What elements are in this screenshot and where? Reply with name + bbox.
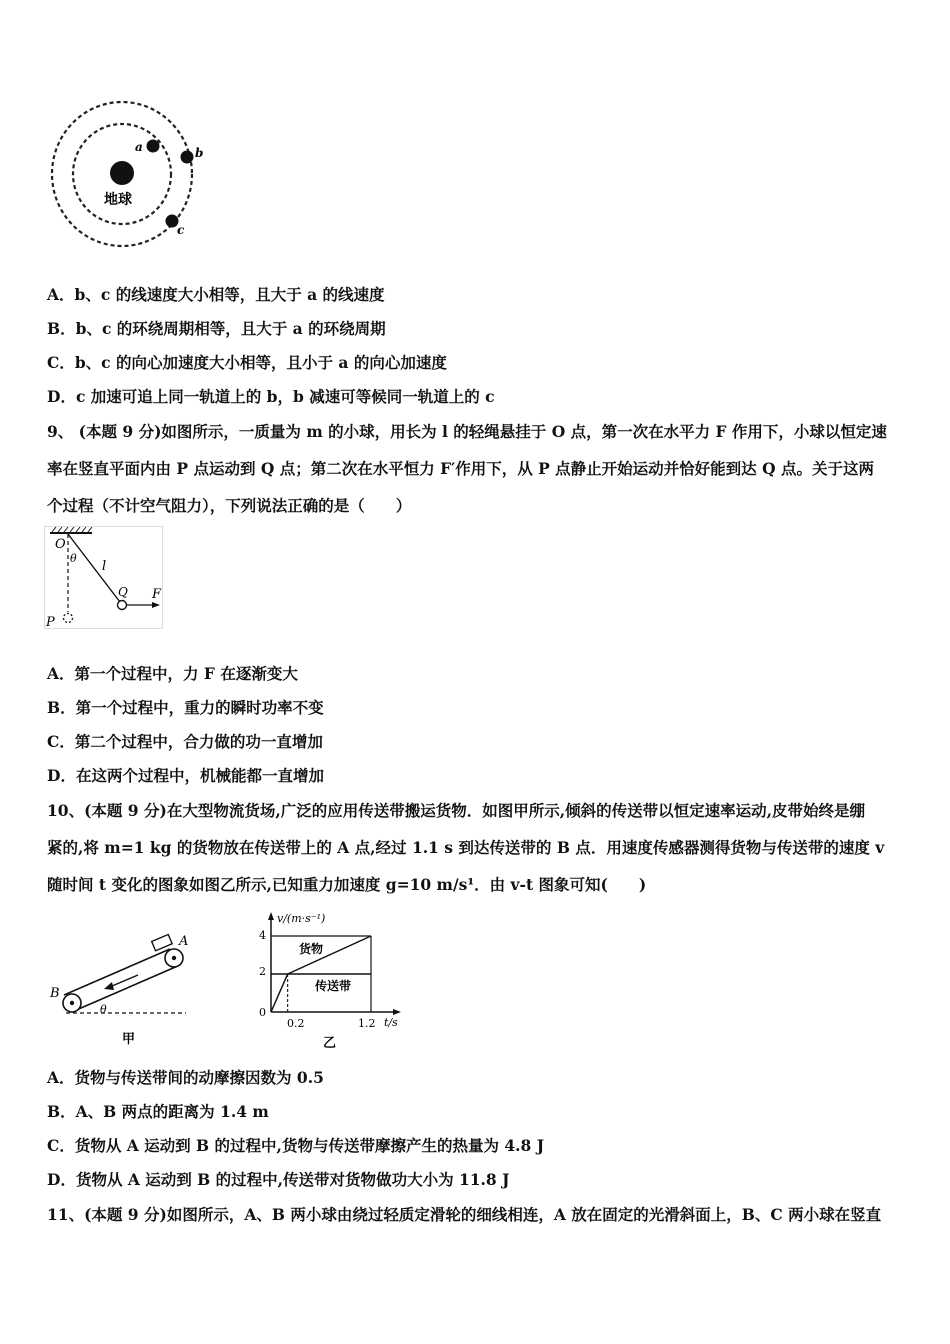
option-letter: C．: [47, 1136, 75, 1155]
q8-option-d: [47, 387, 495, 407]
vt-graph: [255, 910, 415, 1055]
label-P: P: [46, 615, 55, 630]
option-letter: A．: [47, 664, 75, 683]
y-tick-4: 4: [259, 929, 266, 942]
x-tick-1-2: 1.2: [358, 1017, 376, 1030]
q9-option-a: [47, 664, 298, 684]
option-letter: D．: [47, 766, 76, 785]
option-text: 第二个过程中，合力做的功一直增加: [74, 732, 323, 751]
y-tick-0: 0: [259, 1006, 266, 1019]
option-letter: B．: [47, 698, 76, 717]
label-F: F: [152, 587, 162, 602]
y-tick-2: 2: [259, 965, 266, 978]
option-letter: C．: [47, 353, 75, 372]
label-O: O: [55, 537, 66, 552]
option-text: c 加速可追上同一轨道上的 b，b 减速可等候同一轨道上的 c: [75, 387, 495, 406]
satellite-a: [147, 140, 160, 153]
option-text: A、B 两点的距离为 1.4 m: [75, 1102, 269, 1121]
q10-stem-line-1: 10、(本题 9 分)在大型物流货场,广泛的应用传送带搬运货物．如图甲所示,倾斜的传送带以恒定速率运动,皮带始终是绷: [47, 801, 866, 820]
ball-P: [64, 614, 73, 623]
goods-velocity-segment: [271, 974, 288, 1012]
belt-top: [64, 949, 170, 995]
option-letter: A．: [47, 285, 75, 304]
option-text: 货物从 A 运动到 B 的过程中,货物与传送带摩擦产生的热量为 4.8 J: [74, 1136, 545, 1155]
option-text: 第一个过程中，力 F 在逐渐变大: [74, 664, 298, 683]
option-text: 货物从 A 运动到 B 的过程中,传送带对货物做功大小为 11.8 J: [75, 1170, 510, 1189]
x-axis-label: t/s: [384, 1016, 398, 1029]
conveyor-figure: [46, 925, 196, 1050]
label-A: A: [179, 934, 189, 949]
label-c: c: [177, 223, 185, 237]
option-letter: C．: [47, 732, 75, 751]
option-letter: B．: [47, 1102, 76, 1121]
option-text: 第一个过程中，重力的瞬时功率不变: [75, 698, 324, 717]
label-goods: 货物: [299, 942, 324, 956]
q8-option-c: [47, 353, 447, 373]
q8-option-b: [47, 319, 386, 339]
q9-option-d: [47, 766, 324, 786]
q8-option-a: [47, 285, 385, 305]
string: [68, 534, 120, 602]
satellite-b: [181, 151, 194, 164]
q10-stem-line-3: 随时间 t 变化的图象如图乙所示,已知重力加速度 g=10 m/s¹．由 v-t 图象可知( ): [47, 875, 647, 894]
label-belt: 传送带: [315, 979, 352, 993]
option-text: b、c 的线速度大小相等，且大于 a 的线速度: [74, 285, 385, 304]
option-letter: B．: [47, 319, 76, 338]
orbit-figure: [40, 90, 220, 260]
option-text: 在这两个过程中，机械能都一直增加: [75, 766, 324, 785]
label-b: b: [195, 146, 204, 160]
option-letter: D．: [47, 1170, 76, 1189]
y-axis-label: v/(m·s⁻¹): [277, 912, 326, 925]
label-B: B: [50, 986, 60, 1001]
q10-stem-line-2: 紧的,将 m=1 kg 的货物放在传送带上的 A 点,经过 1.1 s 到达传送带的 B 点．用速度传感器测得货物与传送带的速度 v: [47, 838, 885, 857]
label-a: a: [135, 140, 143, 154]
q10-option-b: [47, 1102, 269, 1122]
q10-option-a: [47, 1068, 324, 1088]
option-letter: A．: [47, 1068, 75, 1087]
label-theta: θ: [100, 1003, 107, 1016]
x-tick-0-2: 0.2: [287, 1017, 305, 1030]
option-text: b、c 的向心加速度大小相等，且小于 a 的向心加速度: [74, 353, 447, 372]
q9-stem-line-3: 个过程（不计空气阻力），下列说法正确的是（ ）: [47, 496, 412, 515]
q10-option-d: [47, 1170, 509, 1190]
caption-yi: 乙: [323, 1036, 337, 1051]
belt-bottom: [74, 965, 180, 1011]
pendulum-figure: [44, 526, 169, 632]
earth-label: 地球: [104, 192, 132, 208]
option-letter: D．: [47, 387, 76, 406]
option-text: b、c 的环绕周期相等，且大于 a 的环绕周期: [75, 319, 386, 338]
q9-option-b: [47, 698, 324, 718]
option-text: 货物与传送带间的动摩擦因数为 0.5: [74, 1068, 324, 1087]
earth: [110, 161, 134, 185]
cargo-box: [152, 935, 172, 951]
q9-stem-line-1: 9、 (本题 9 分)如图所示，一质量为 m 的小球，用长为 l 的轻绳悬挂于 O 点，第一次在水平力 F 作用下，小球以恒定速: [47, 422, 887, 441]
label-Q: Q: [118, 585, 128, 599]
label-theta: θ: [70, 552, 77, 565]
label-l: l: [102, 559, 107, 574]
q9-option-c: [47, 732, 323, 752]
q11-stem-line-1: 11、(本题 9 分)如图所示，A、B 两小球由绕过轻质定滑轮的细线相连，A 放在固定的光滑斜面上，B、C 两小球在竖直: [47, 1205, 882, 1224]
q10-option-c: [47, 1136, 544, 1156]
q9-stem-line-2: 率在竖直平面内由 P 点运动到 Q 点；第二次在水平恒力 F′作用下，从 P 点静止开始运动并恰好能到达 Q 点。关于这两: [47, 459, 874, 478]
ball-Q: [118, 601, 127, 610]
caption-jia: 甲: [122, 1032, 136, 1047]
